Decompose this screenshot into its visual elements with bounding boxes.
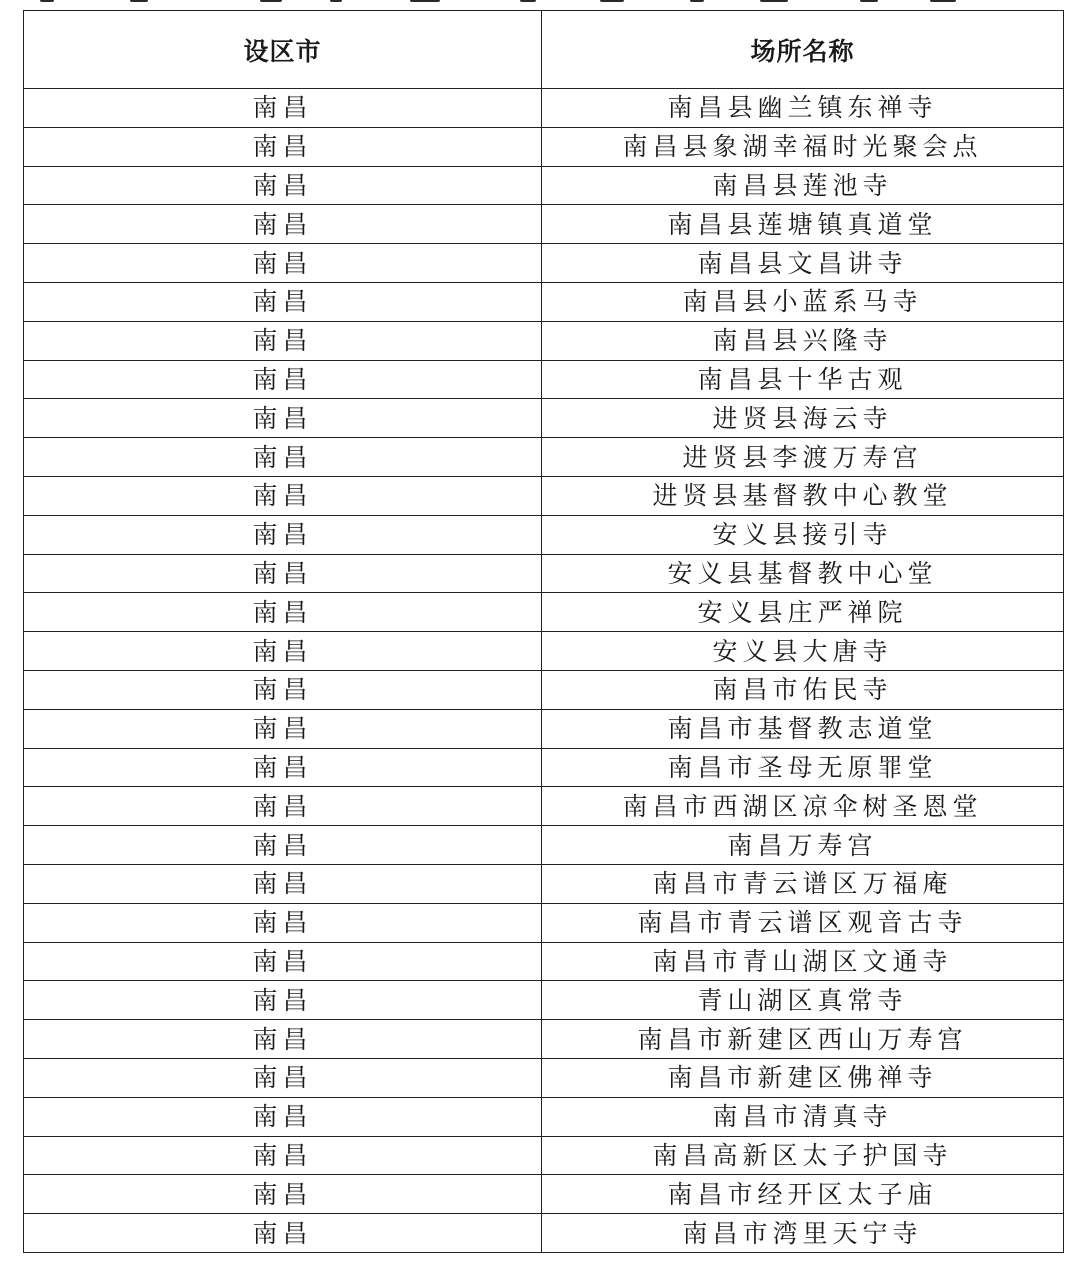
cell-venue-name: 南昌市青云谱区观音古寺: [542, 903, 1064, 942]
table-row: [24, 1020, 1064, 1059]
table-row: [24, 360, 1064, 399]
table-row: [24, 1097, 1064, 1136]
cell-venue-name: 进贤县海云寺: [542, 399, 1064, 438]
cell-venue-name: 南昌市圣母无原罪堂: [542, 748, 1064, 787]
cell-venue-name: 南昌市新建区佛禅寺: [542, 1058, 1064, 1097]
cell-venue-name: 南昌市新建区西山万寿宫: [542, 1020, 1064, 1059]
table-row: [24, 670, 1064, 709]
cell-venue-name: 南昌县象湖幸福时光聚会点: [542, 127, 1064, 166]
cell-city: 南昌: [24, 399, 542, 438]
cropped-previous-text-line: [0, 0, 1080, 8]
table-row: [24, 903, 1064, 942]
cell-city: 南昌: [24, 127, 542, 166]
table-row: [24, 244, 1064, 283]
cell-city: 南昌: [24, 826, 542, 865]
header-city: 设区市: [24, 11, 542, 89]
table-row: [24, 205, 1064, 244]
cell-venue-name: 南昌县小蓝系马寺: [542, 282, 1064, 321]
cell-venue-name: 南昌县莲塘镇真道堂: [542, 205, 1064, 244]
table-row: [24, 1214, 1064, 1253]
cell-city: 南昌: [24, 476, 542, 515]
cell-city: 南昌: [24, 787, 542, 826]
cell-venue-name: 进贤县李渡万寿宫: [542, 438, 1064, 477]
cell-city: 南昌: [24, 1097, 542, 1136]
table-row: [24, 127, 1064, 166]
table-row: [24, 89, 1064, 128]
table-row: [24, 321, 1064, 360]
cell-venue-name: 安义县庄严禅院: [542, 593, 1064, 632]
table-row: [24, 399, 1064, 438]
table-header-row: [24, 11, 1064, 89]
table-row: [24, 515, 1064, 554]
cell-city: 南昌: [24, 670, 542, 709]
table-row: [24, 942, 1064, 981]
cell-venue-name: 南昌市佑民寺: [542, 670, 1064, 709]
cell-venue-name: 南昌县幽兰镇东禅寺: [542, 89, 1064, 128]
cell-venue-name: 南昌市湾里天宁寺: [542, 1214, 1064, 1253]
cell-city: 南昌: [24, 515, 542, 554]
cell-city: 南昌: [24, 1058, 542, 1097]
table-row: [24, 438, 1064, 477]
table-row: [24, 787, 1064, 826]
cell-venue-name: 安义县接引寺: [542, 515, 1064, 554]
cell-city: 南昌: [24, 942, 542, 981]
table-row: [24, 826, 1064, 865]
table-row: [24, 1136, 1064, 1175]
venue-table: [23, 10, 1064, 1253]
cell-city: 南昌: [24, 1020, 542, 1059]
cell-city: 南昌: [24, 1214, 542, 1253]
table-row: [24, 282, 1064, 321]
cell-venue-name: 南昌县莲池寺: [542, 166, 1064, 205]
cell-city: 南昌: [24, 1136, 542, 1175]
cell-city: 南昌: [24, 709, 542, 748]
cell-city: 南昌: [24, 166, 542, 205]
cell-venue-name: 安义县大唐寺: [542, 632, 1064, 671]
cell-venue-name: 进贤县基督教中心教堂: [542, 476, 1064, 515]
cell-city: 南昌: [24, 554, 542, 593]
table-row: [24, 864, 1064, 903]
cell-city: 南昌: [24, 632, 542, 671]
table-body: [24, 89, 1064, 1253]
cell-city: 南昌: [24, 981, 542, 1020]
cell-venue-name: 南昌市青山湖区文通寺: [542, 942, 1064, 981]
cell-city: 南昌: [24, 903, 542, 942]
cell-venue-name: 南昌市西湖区凉伞树圣恩堂: [542, 787, 1064, 826]
cell-city: 南昌: [24, 593, 542, 632]
cell-venue-name: 青山湖区真常寺: [542, 981, 1064, 1020]
table-row: [24, 476, 1064, 515]
cell-city: 南昌: [24, 89, 542, 128]
cell-city: 南昌: [24, 244, 542, 283]
cell-venue-name: 南昌市经开区太子庙: [542, 1175, 1064, 1214]
cell-venue-name: 南昌市清真寺: [542, 1097, 1064, 1136]
cell-venue-name: 南昌市青云谱区万福庵: [542, 864, 1064, 903]
cell-city: 南昌: [24, 282, 542, 321]
cell-venue-name: 南昌万寿宫: [542, 826, 1064, 865]
cell-venue-name: 南昌县十华古观: [542, 360, 1064, 399]
cell-city: 南昌: [24, 1175, 542, 1214]
table-row: [24, 748, 1064, 787]
cell-city: 南昌: [24, 864, 542, 903]
cell-venue-name: 安义县基督教中心堂: [542, 554, 1064, 593]
cell-city: 南昌: [24, 321, 542, 360]
cell-city: 南昌: [24, 748, 542, 787]
table-row: [24, 632, 1064, 671]
table-row: [24, 981, 1064, 1020]
header-venue-name: 场所名称: [542, 11, 1064, 89]
table-row: [24, 593, 1064, 632]
table-row: [24, 709, 1064, 748]
cell-city: 南昌: [24, 360, 542, 399]
cell-city: 南昌: [24, 438, 542, 477]
table-row: [24, 166, 1064, 205]
table-row: [24, 554, 1064, 593]
cell-venue-name: 南昌高新区太子护国寺: [542, 1136, 1064, 1175]
cell-city: 南昌: [24, 205, 542, 244]
cell-venue-name: 南昌市基督教志道堂: [542, 709, 1064, 748]
table-row: [24, 1175, 1064, 1214]
cell-venue-name: 南昌县兴隆寺: [542, 321, 1064, 360]
table-row: [24, 1058, 1064, 1097]
cell-venue-name: 南昌县文昌讲寺: [542, 244, 1064, 283]
